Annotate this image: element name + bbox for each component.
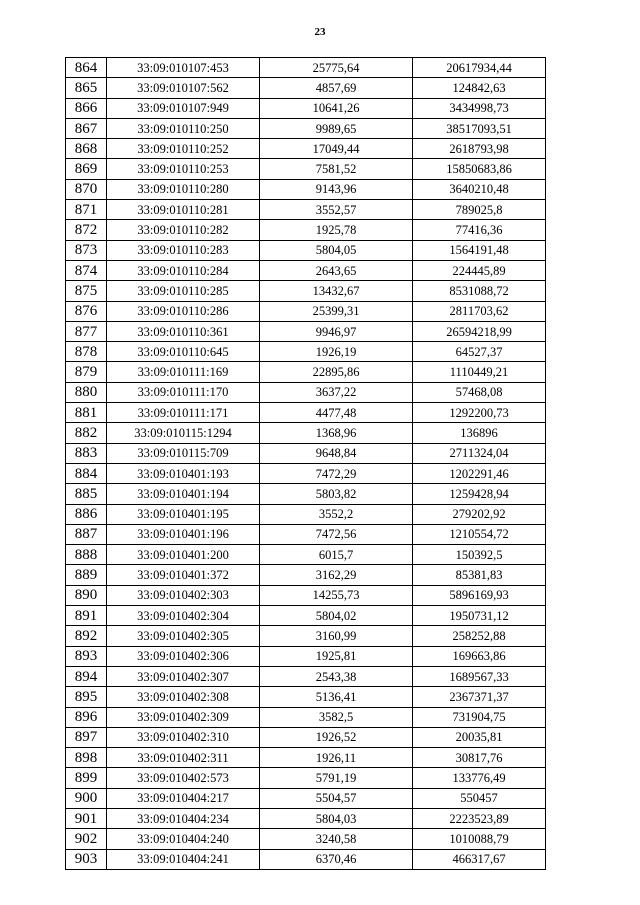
row-number-cell: 884 bbox=[66, 463, 107, 483]
row-number-cell: 889 bbox=[66, 565, 107, 585]
cost-cell: 20035,81 bbox=[413, 727, 546, 747]
cost-cell: 30817,76 bbox=[413, 748, 546, 768]
cost-cell: 3640210,48 bbox=[413, 179, 546, 199]
cadastral-number-cell: 33:09:010402:305 bbox=[107, 626, 260, 646]
area-cell: 9648,84 bbox=[260, 443, 413, 463]
cadastral-number-cell: 33:09:010115:1294 bbox=[107, 423, 260, 443]
cost-cell: 136896 bbox=[413, 423, 546, 443]
cost-cell: 1202291,46 bbox=[413, 463, 546, 483]
area-cell: 7472,56 bbox=[260, 524, 413, 544]
area-cell: 5136,41 bbox=[260, 687, 413, 707]
row-number-cell: 895 bbox=[66, 687, 107, 707]
row-number-cell: 870 bbox=[66, 179, 107, 199]
cost-cell: 1689567,33 bbox=[413, 666, 546, 686]
cadastral-number-cell: 33:09:010110:283 bbox=[107, 240, 260, 260]
area-cell: 14255,73 bbox=[260, 585, 413, 605]
row-number-cell: 874 bbox=[66, 260, 107, 280]
cadastral-table bbox=[65, 57, 546, 870]
cost-cell: 2367371,37 bbox=[413, 687, 546, 707]
area-cell: 5791,19 bbox=[260, 768, 413, 788]
cadastral-number-cell: 33:09:010402:311 bbox=[107, 748, 260, 768]
row-number-cell: 898 bbox=[66, 748, 107, 768]
table-row bbox=[66, 281, 546, 301]
cost-cell: 258252,88 bbox=[413, 626, 546, 646]
area-cell: 3160,99 bbox=[260, 626, 413, 646]
cadastral-number-cell: 33:09:010402:308 bbox=[107, 687, 260, 707]
row-number-cell: 873 bbox=[66, 240, 107, 260]
area-cell: 4477,48 bbox=[260, 403, 413, 423]
area-cell: 1925,78 bbox=[260, 220, 413, 240]
cadastral-number-cell: 33:09:010401:194 bbox=[107, 484, 260, 504]
table-row bbox=[66, 159, 546, 179]
cadastral-number-cell: 33:09:010401:193 bbox=[107, 463, 260, 483]
cost-cell: 731904,75 bbox=[413, 707, 546, 727]
cadastral-number-cell: 33:09:010401:195 bbox=[107, 504, 260, 524]
table-row bbox=[66, 707, 546, 727]
cost-cell: 85381,83 bbox=[413, 565, 546, 585]
row-number-cell: 893 bbox=[66, 646, 107, 666]
row-number-cell: 903 bbox=[66, 849, 107, 869]
row-number-cell: 891 bbox=[66, 606, 107, 626]
table-row bbox=[66, 260, 546, 280]
cost-cell: 1110449,21 bbox=[413, 362, 546, 382]
row-number-cell: 882 bbox=[66, 423, 107, 443]
cost-cell: 64527,37 bbox=[413, 342, 546, 362]
table-row bbox=[66, 139, 546, 159]
row-number-cell: 892 bbox=[66, 626, 107, 646]
table-row bbox=[66, 301, 546, 321]
area-cell: 5804,02 bbox=[260, 606, 413, 626]
row-number-cell: 900 bbox=[66, 788, 107, 808]
cadastral-number-cell: 33:09:010110:282 bbox=[107, 220, 260, 240]
area-cell: 5804,03 bbox=[260, 808, 413, 828]
table-row bbox=[66, 727, 546, 747]
row-number-cell: 866 bbox=[66, 98, 107, 118]
area-cell: 13432,67 bbox=[260, 281, 413, 301]
row-number-cell: 864 bbox=[66, 58, 107, 78]
table-row bbox=[66, 362, 546, 382]
table-row bbox=[66, 748, 546, 768]
area-cell: 17049,44 bbox=[260, 139, 413, 159]
cadastral-number-cell: 33:09:010402:307 bbox=[107, 666, 260, 686]
cost-cell: 77416,36 bbox=[413, 220, 546, 240]
area-cell: 5504,57 bbox=[260, 788, 413, 808]
cost-cell: 1564191,48 bbox=[413, 240, 546, 260]
cost-cell: 2618793,98 bbox=[413, 139, 546, 159]
table-row bbox=[66, 78, 546, 98]
row-number-cell: 888 bbox=[66, 545, 107, 565]
row-number-cell: 880 bbox=[66, 382, 107, 402]
row-number-cell: 901 bbox=[66, 808, 107, 828]
cadastral-number-cell: 33:09:010401:200 bbox=[107, 545, 260, 565]
table-body bbox=[66, 58, 546, 870]
cost-cell: 169663,86 bbox=[413, 646, 546, 666]
cost-cell: 5896169,93 bbox=[413, 585, 546, 605]
cost-cell: 57468,08 bbox=[413, 382, 546, 402]
area-cell: 5804,05 bbox=[260, 240, 413, 260]
table-row bbox=[66, 646, 546, 666]
cadastral-number-cell: 33:09:010107:562 bbox=[107, 78, 260, 98]
area-cell: 3582,5 bbox=[260, 707, 413, 727]
cadastral-number-cell: 33:09:010110:252 bbox=[107, 139, 260, 159]
cost-cell: 15850683,86 bbox=[413, 159, 546, 179]
cadastral-number-cell: 33:09:010404:241 bbox=[107, 849, 260, 869]
table-row bbox=[66, 118, 546, 138]
cost-cell: 20617934,44 bbox=[413, 58, 546, 78]
cost-cell: 550457 bbox=[413, 788, 546, 808]
cadastral-number-cell: 33:09:010404:234 bbox=[107, 808, 260, 828]
cadastral-number-cell: 33:09:010110:281 bbox=[107, 200, 260, 220]
table-row bbox=[66, 98, 546, 118]
cadastral-number-cell: 33:09:010402:304 bbox=[107, 606, 260, 626]
table-row bbox=[66, 484, 546, 504]
area-cell: 3240,58 bbox=[260, 829, 413, 849]
table-row bbox=[66, 382, 546, 402]
table-row bbox=[66, 829, 546, 849]
cadastral-number-cell: 33:09:010110:284 bbox=[107, 260, 260, 280]
table-row bbox=[66, 768, 546, 788]
cost-cell: 26594218,99 bbox=[413, 321, 546, 341]
table-row bbox=[66, 463, 546, 483]
table-row bbox=[66, 788, 546, 808]
table-row bbox=[66, 403, 546, 423]
cost-cell: 1292200,73 bbox=[413, 403, 546, 423]
cadastral-number-cell: 33:09:010110:253 bbox=[107, 159, 260, 179]
area-cell: 25775,64 bbox=[260, 58, 413, 78]
table-row bbox=[66, 240, 546, 260]
cadastral-number-cell: 33:09:010110:645 bbox=[107, 342, 260, 362]
area-cell: 3552,57 bbox=[260, 200, 413, 220]
area-cell: 22895,86 bbox=[260, 362, 413, 382]
table-row bbox=[66, 220, 546, 240]
cost-cell: 2811703,62 bbox=[413, 301, 546, 321]
area-cell: 1926,19 bbox=[260, 342, 413, 362]
area-cell: 2543,38 bbox=[260, 666, 413, 686]
cadastral-number-cell: 33:09:010107:949 bbox=[107, 98, 260, 118]
area-cell: 1926,52 bbox=[260, 727, 413, 747]
row-number-cell: 883 bbox=[66, 443, 107, 463]
table-row bbox=[66, 423, 546, 443]
row-number-cell: 887 bbox=[66, 524, 107, 544]
cadastral-number-cell: 33:09:010404:240 bbox=[107, 829, 260, 849]
area-cell: 2643,65 bbox=[260, 260, 413, 280]
cadastral-number-cell: 33:09:010110:286 bbox=[107, 301, 260, 321]
cadastral-number-cell: 33:09:010402:303 bbox=[107, 585, 260, 605]
cost-cell: 789025,8 bbox=[413, 200, 546, 220]
cadastral-number-cell: 33:09:010401:196 bbox=[107, 524, 260, 544]
area-cell: 9143,96 bbox=[260, 179, 413, 199]
row-number-cell: 865 bbox=[66, 78, 107, 98]
cadastral-number-cell: 33:09:010110:280 bbox=[107, 179, 260, 199]
table-row bbox=[66, 849, 546, 869]
cost-cell: 1950731,12 bbox=[413, 606, 546, 626]
cost-cell: 466317,67 bbox=[413, 849, 546, 869]
row-number-cell: 894 bbox=[66, 666, 107, 686]
cost-cell: 2223523,89 bbox=[413, 808, 546, 828]
area-cell: 7472,29 bbox=[260, 463, 413, 483]
row-number-cell: 867 bbox=[66, 118, 107, 138]
row-number-cell: 885 bbox=[66, 484, 107, 504]
table-row bbox=[66, 504, 546, 524]
table-row bbox=[66, 200, 546, 220]
cadastral-number-cell: 33:09:010404:217 bbox=[107, 788, 260, 808]
row-number-cell: 869 bbox=[66, 159, 107, 179]
table-row bbox=[66, 524, 546, 544]
row-number-cell: 877 bbox=[66, 321, 107, 341]
cadastral-number-cell: 33:09:010402:310 bbox=[107, 727, 260, 747]
area-cell: 5803,82 bbox=[260, 484, 413, 504]
row-number-cell: 876 bbox=[66, 301, 107, 321]
row-number-cell: 899 bbox=[66, 768, 107, 788]
cost-cell: 1010088,79 bbox=[413, 829, 546, 849]
area-cell: 10641,26 bbox=[260, 98, 413, 118]
row-number-cell: 881 bbox=[66, 403, 107, 423]
area-cell: 4857,69 bbox=[260, 78, 413, 98]
cadastral-number-cell: 33:09:010110:361 bbox=[107, 321, 260, 341]
cost-cell: 133776,49 bbox=[413, 768, 546, 788]
cost-cell: 8531088,72 bbox=[413, 281, 546, 301]
row-number-cell: 868 bbox=[66, 139, 107, 159]
area-cell: 6015,7 bbox=[260, 545, 413, 565]
table-row bbox=[66, 545, 546, 565]
cost-cell: 150392,5 bbox=[413, 545, 546, 565]
cadastral-number-cell: 33:09:010111:169 bbox=[107, 362, 260, 382]
cost-cell: 224445,89 bbox=[413, 260, 546, 280]
row-number-cell: 871 bbox=[66, 200, 107, 220]
area-cell: 1368,96 bbox=[260, 423, 413, 443]
row-number-cell: 872 bbox=[66, 220, 107, 240]
row-number-cell: 886 bbox=[66, 504, 107, 524]
table-row bbox=[66, 179, 546, 199]
table-row bbox=[66, 585, 546, 605]
area-cell: 3552,2 bbox=[260, 504, 413, 524]
row-number-cell: 878 bbox=[66, 342, 107, 362]
cost-cell: 38517093,51 bbox=[413, 118, 546, 138]
cadastral-number-cell: 33:09:010111:171 bbox=[107, 403, 260, 423]
table-row bbox=[66, 565, 546, 585]
table-row bbox=[66, 808, 546, 828]
row-number-cell: 897 bbox=[66, 727, 107, 747]
cost-cell: 279202,92 bbox=[413, 504, 546, 524]
table-row bbox=[66, 606, 546, 626]
cadastral-number-cell: 33:09:010115:709 bbox=[107, 443, 260, 463]
cost-cell: 124842,63 bbox=[413, 78, 546, 98]
area-cell: 25399,31 bbox=[260, 301, 413, 321]
area-cell: 7581,52 bbox=[260, 159, 413, 179]
table-row bbox=[66, 626, 546, 646]
row-number-cell: 902 bbox=[66, 829, 107, 849]
area-cell: 3162,29 bbox=[260, 565, 413, 585]
table-row bbox=[66, 687, 546, 707]
cadastral-number-cell: 33:09:010402:573 bbox=[107, 768, 260, 788]
area-cell: 6370,46 bbox=[260, 849, 413, 869]
table-row bbox=[66, 443, 546, 463]
area-cell: 1925,81 bbox=[260, 646, 413, 666]
cost-cell: 2711324,04 bbox=[413, 443, 546, 463]
area-cell: 1926,11 bbox=[260, 748, 413, 768]
row-number-cell: 875 bbox=[66, 281, 107, 301]
page-number: 23 bbox=[314, 26, 326, 38]
cadastral-number-cell: 33:09:010111:170 bbox=[107, 382, 260, 402]
row-number-cell: 879 bbox=[66, 362, 107, 382]
cost-cell: 1259428,94 bbox=[413, 484, 546, 504]
area-cell: 3637,22 bbox=[260, 382, 413, 402]
area-cell: 9946,97 bbox=[260, 321, 413, 341]
table-row bbox=[66, 321, 546, 341]
table-row bbox=[66, 58, 546, 78]
table-row bbox=[66, 342, 546, 362]
row-number-cell: 896 bbox=[66, 707, 107, 727]
cadastral-number-cell: 33:09:010402:309 bbox=[107, 707, 260, 727]
cadastral-number-cell: 33:09:010401:372 bbox=[107, 565, 260, 585]
cadastral-number-cell: 33:09:010107:453 bbox=[107, 58, 260, 78]
cadastral-number-cell: 33:09:010110:250 bbox=[107, 118, 260, 138]
row-number-cell: 890 bbox=[66, 585, 107, 605]
area-cell: 9989,65 bbox=[260, 118, 413, 138]
cost-cell: 3434998,73 bbox=[413, 98, 546, 118]
cost-cell: 1210554,72 bbox=[413, 524, 546, 544]
cadastral-number-cell: 33:09:010402:306 bbox=[107, 646, 260, 666]
cadastral-number-cell: 33:09:010110:285 bbox=[107, 281, 260, 301]
table-row bbox=[66, 666, 546, 686]
